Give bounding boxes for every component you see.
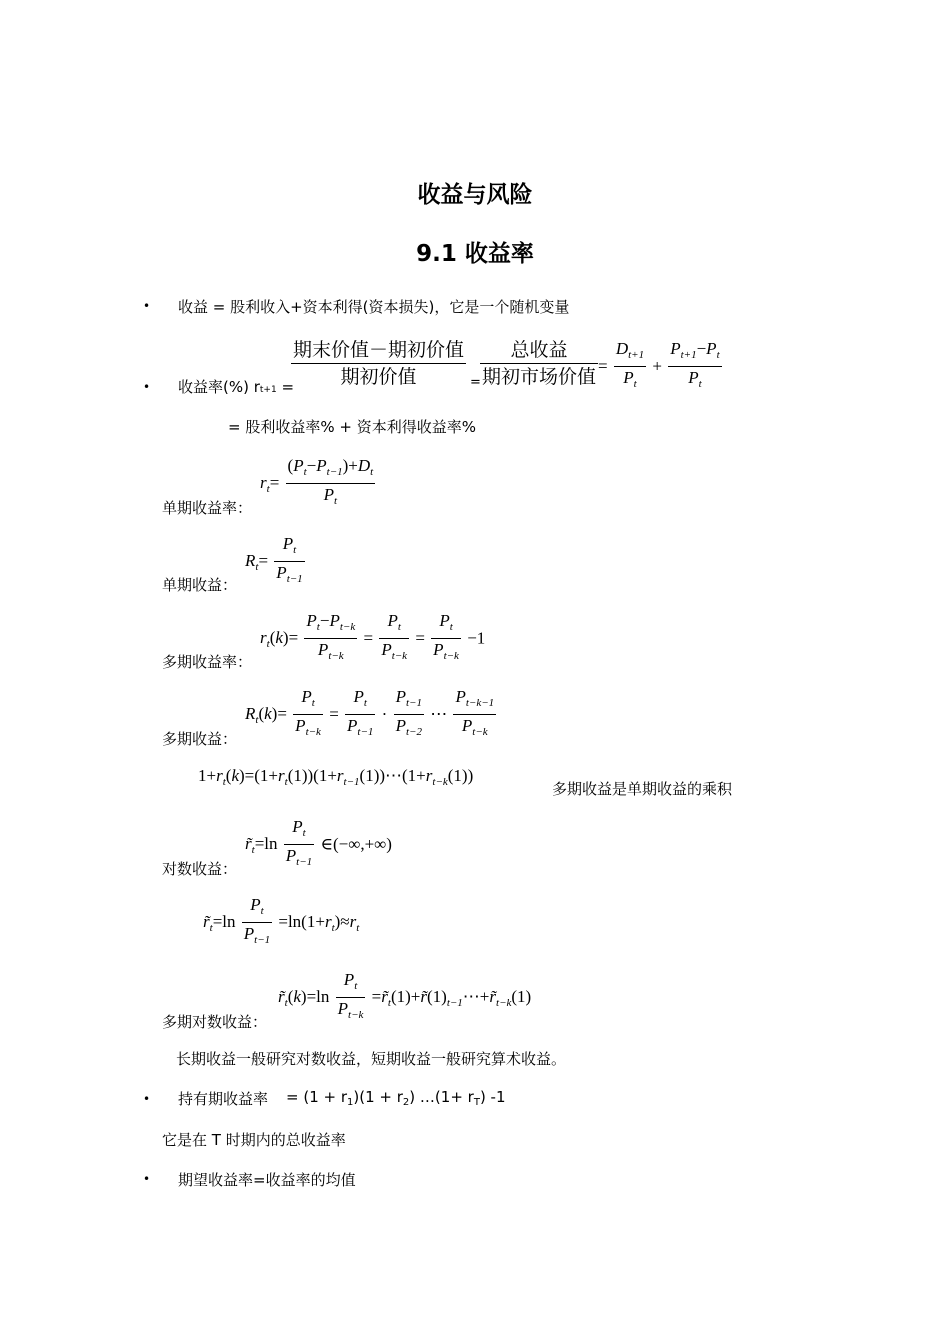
page-title: 收益与风险 [417, 182, 533, 208]
return-rate-label: 收益率(%) rt+1 = [178, 378, 295, 396]
expected-return-definition: 期望收益率=收益率的均值 [178, 1171, 356, 1189]
multi-log-formula: $r̃_t(k)=\ln$ $\frac{P_t}{P_{t-k}}$ $=r̃_t(1)+r̃(1)_{t-1}\cdots+r̃_{t-k}(1)$ [278, 970, 532, 1021]
bullet-icon: • [143, 380, 151, 394]
log-return-label: 对数收益： [162, 860, 238, 878]
holding-period-label: 持有期收益率 [178, 1090, 269, 1108]
return-rate-formula: = $\frac{D_{t+1}}{P_t}$ + $\frac{P_{t+1}-P_t}{P_t}$ [598, 339, 720, 390]
multi-return-formula: $R_t(k)=$ $\frac{P_t}{P_{t-k}}$ = $\frac{P_t}{P_{t-1}}$ · $\frac{P_{t-1}}{P_{t-2}}$ ⋯ $\frac{P_{t-k-1}}{P_{t-k}}$ [245, 687, 495, 738]
log-approx-formula: $r̃_t=\ln$ $\frac{P_t}{P_{t-1}}$ $=\ln(1+r_t)\approx r_t$ [203, 895, 360, 946]
single-return-label: 单期收益： [162, 576, 238, 594]
holding-period-formula: = $(1 + r_1)(1 + r_2)$ …(1+ $r_T$) -1 [286, 1088, 506, 1108]
product-note: 多期收益是单期收益的乘积 [552, 780, 733, 798]
section-title: 9.1 收益率 [416, 241, 534, 267]
single-rate-formula: $r_t=$ $\frac{(P_t-P_{t-1})+D_t}{P_t}$ [260, 456, 374, 507]
multi-return-label: 多期收益： [162, 730, 238, 748]
return-definition: 收益 = 股利收入+资本利得(资本损失)，它是一个随机变量 [178, 298, 570, 316]
return-decomposition: = 股利收益率% + 资本利得收益率% [228, 418, 476, 436]
single-return-formula: $R_t=$ $\frac{P_t}{P_{t-1}}$ [245, 534, 303, 585]
multi-rate-formula: $r_t(k)=$ $\frac{P_t-P_{t-k}}{P_{t-k}}$ = $\frac{P_t}{P_{t-k}}$ = $\frac{P_t}{P_{t-k}}$ −1 [260, 611, 486, 662]
bullet-icon: • [143, 1092, 151, 1106]
multi-rate-label: 多期收益率： [162, 653, 253, 671]
return-rate-fraction-2: $\frac{\text{总收益}}{\text{期初市场价值}}$ [482, 339, 597, 388]
bullet-icon: • [143, 1172, 151, 1186]
log-return-formula: $r̃_t=\ln$ $\frac{P_t}{P_{t-1}}$ ∈(−∞,+∞) [245, 817, 392, 868]
return-rate-fraction-1: $\frac{\text{期末价值－期初价值}}{\text{期初价值}}$ [293, 339, 465, 388]
single-rate-label: 单期收益率： [162, 499, 253, 517]
long-short-note: 长期收益一般研究对数收益，短期收益一般研究算术收益。 [176, 1050, 567, 1068]
holding-period-note: 它是在 T 时期内的总收益率 [162, 1131, 346, 1149]
bullet-icon: • [143, 299, 151, 313]
multi-log-label: 多期对数收益： [162, 1013, 268, 1031]
product-formula: $1+r_t(k)=(1+r_t(1))(1+r_{t-1}(1))\cdots(1+r_{t-k}(1))$ [198, 766, 474, 788]
